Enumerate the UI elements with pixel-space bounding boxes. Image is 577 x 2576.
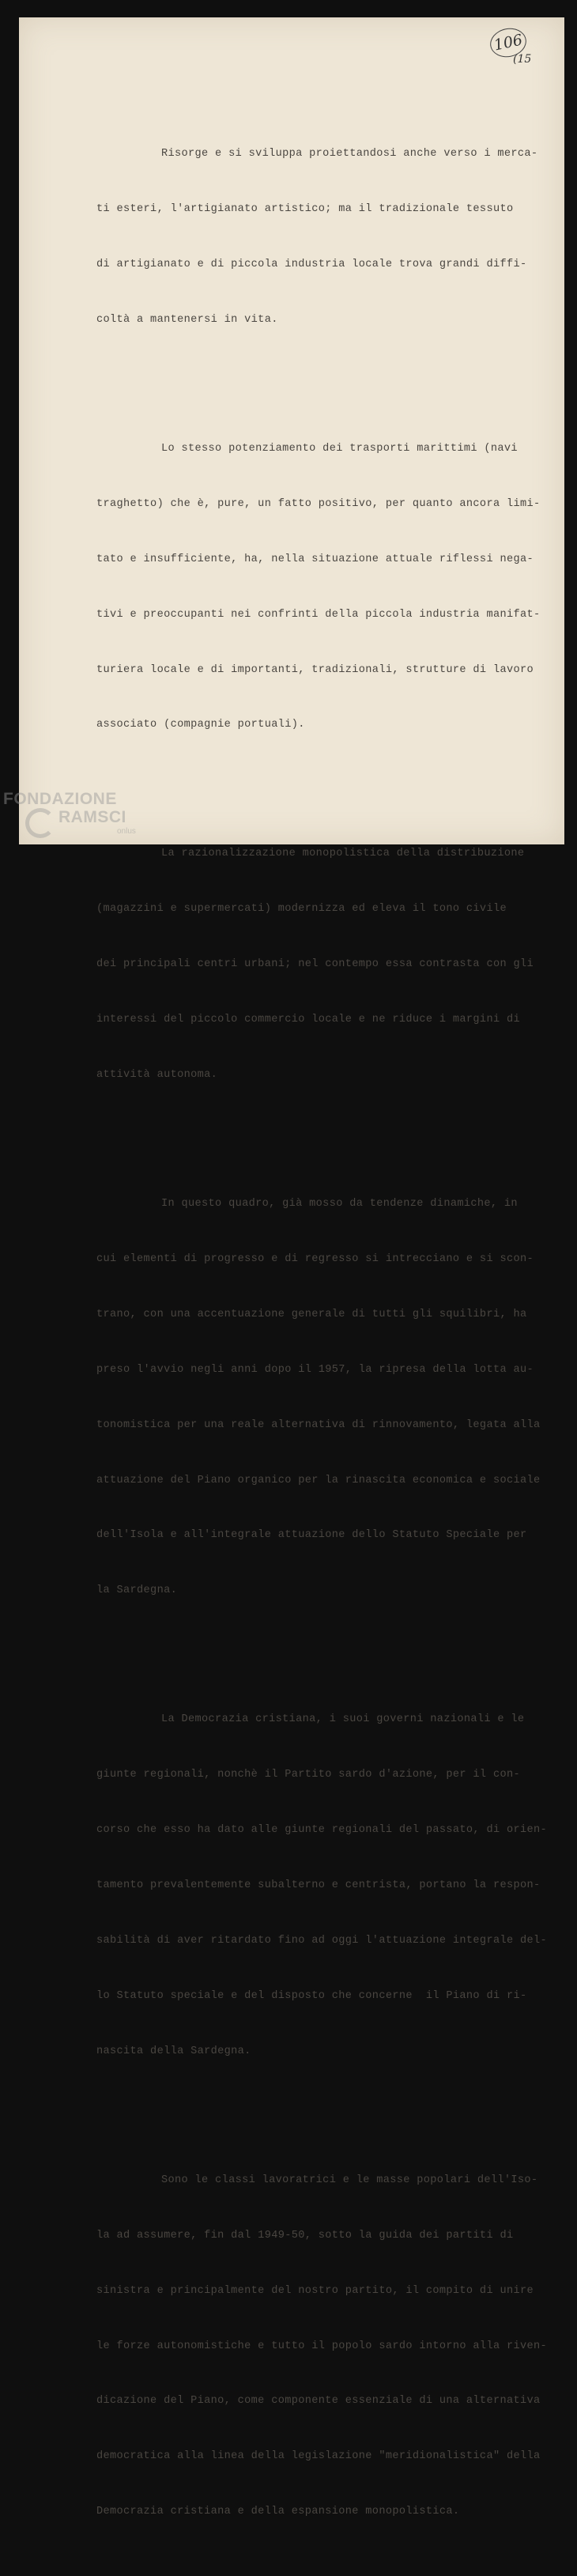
watermark-gramsci: RAMSCI xyxy=(58,808,126,826)
typewritten-text xyxy=(96,71,548,2576)
text-line: La razionalizzazione monopolistica della distribuzione xyxy=(161,848,525,860)
text-line: (magazzini e supermercati) modernizza ed eleva il tono civile xyxy=(96,903,507,916)
text-line: coltà a mantenersi in vita. xyxy=(96,313,278,326)
paragraph xyxy=(96,402,539,771)
text-line: sabilità di aver ritardato fino ad oggi l'attuazione integrale del- xyxy=(96,1934,548,1947)
text-line: tivi e preoccupanti nei confrinti della piccola industria manifat- xyxy=(96,608,541,621)
text-line: dei principali centri urbani; nel contempo essa contrasta con gli xyxy=(96,958,534,971)
text-line: nascita della Sardegna. xyxy=(96,2045,251,2057)
text-line: interessi del piccolo commercio locale e ne riduce i margini di xyxy=(96,1014,520,1026)
text-line: dicazione del Piano, come componente essenziale di una alternativa xyxy=(96,2395,541,2408)
text-line: sinistra e principalmente del nostro partito, il compito di unire xyxy=(96,2284,534,2297)
text-line: tonomistica per una reale alternativa di rinnovamento, legata alla xyxy=(96,1418,541,1431)
text-line: Sono le classi lavoratrici e le masse popolari dell'Iso- xyxy=(161,2174,538,2186)
watermark-onlus: onlus xyxy=(117,827,136,836)
text-line: Lo stesso potenziamento dei trasporti marittimi (navi xyxy=(161,442,518,455)
text-line: Democrazia cristiana e della espansione monopolistica. xyxy=(96,2506,460,2518)
text-line: ti esteri, l'artigianato artistico; ma il tradizionale tessuto xyxy=(96,203,514,216)
watermark-g-logo-icon xyxy=(25,808,55,838)
text-line: In questo quadro, già mosso da tendenze dinamiche, in xyxy=(161,1198,518,1211)
text-line: democratica alla linea della legislazione "meridionalistica" della xyxy=(96,2450,541,2463)
page-number-stamp: 106 xyxy=(488,25,529,61)
text-line: La Democrazia cristiana, i suoi governi nazionali e le xyxy=(161,1713,525,1726)
text-line: attività autonoma. xyxy=(96,1069,218,1082)
text-line: giunte regionali, nonchè il Partito sardo d'azione, per il con- xyxy=(96,1769,520,1781)
text-line: tato e insufficiente, ha, nella situazione attuale riflessi nega- xyxy=(96,553,534,565)
paragraph xyxy=(96,108,539,366)
text-line: cui elementi di progresso e di regresso si intrecciano e si scon- xyxy=(96,1253,534,1265)
text-line: attuazione del Piano organico per la rinascita economica e sociale xyxy=(96,1474,541,1486)
text-line: Risorge e si sviluppa proiettandosi anche verso i merca- xyxy=(161,148,538,161)
text-line: preso l'avvio negli anni dopo il 1957, la ripresa della lotta au- xyxy=(96,1363,534,1376)
text-line: le forze autonomistiche e tutto il popolo sardo intorno alla riven- xyxy=(96,2340,548,2352)
text-line: la ad assumere, fin dal 1949-50, sotto la guida dei partiti di xyxy=(96,2229,514,2242)
watermark-fondazione: FONDAZIONE xyxy=(3,790,117,808)
paragraph xyxy=(96,808,539,1121)
sub-page-number: (15 xyxy=(513,53,532,66)
text-line: tamento prevalentemente subalterno e centrista, portano la respon- xyxy=(96,1879,541,1892)
text-line: lo Statuto speciale e del disposto che concerne il Piano di ri- xyxy=(96,1989,527,2002)
text-line: turiera locale e di importanti, tradizionali, strutture di lavoro xyxy=(96,663,534,676)
text-line: la Sardegna. xyxy=(96,1585,178,1597)
text-line: corso che esso ha dato alle giunte regionali del passato, di orien- xyxy=(96,1824,548,1837)
text-line: associato (compagnie portuali). xyxy=(96,719,305,731)
text-line: traghetto) che è, pure, un fatto positivo, per quanto ancora limi- xyxy=(96,497,541,510)
text-line: dell'Isola e all'integrale attuazione dello Statuto Speciale per xyxy=(96,1529,527,1542)
paragraph xyxy=(96,1158,539,1637)
text-line: di artigianato e di piccola industria locale trova grandi diffi- xyxy=(96,258,527,270)
paragraph xyxy=(96,1674,548,2098)
paragraph xyxy=(96,2134,548,2558)
text-line: trano, con una accentuazione generale di tutti gli squilibri, ha xyxy=(96,1308,527,1320)
